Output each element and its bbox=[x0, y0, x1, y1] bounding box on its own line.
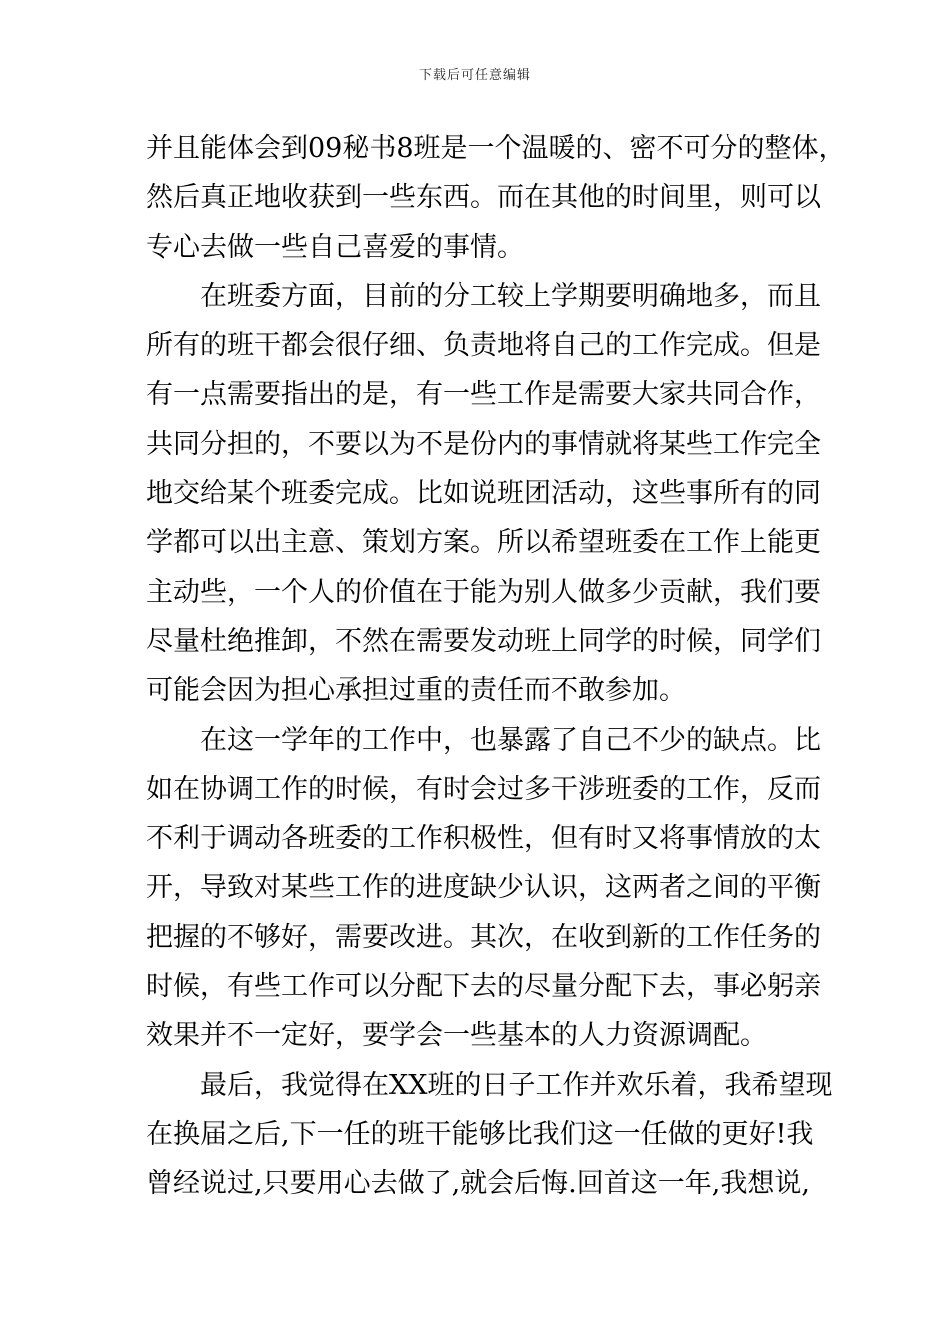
paragraph-line: 共同分担的，不要以为不是份内的事情就将某些工作完全 bbox=[146, 428, 821, 460]
paragraph bbox=[146, 716, 821, 1061]
paragraph-line: 并且能体会到09秘书8班是一个温暖的、密不可分的整体， bbox=[146, 133, 846, 164]
paragraph-line: 如在协调工作的时候，有时会过多干涉班委的工作，反而 bbox=[146, 773, 821, 805]
paragraph-line: 然后真正地收获到一些东西。而在其他的时间里，则可以 bbox=[146, 182, 821, 214]
paragraph-line: 不利于调动各班委的工作积极性，但有时又将事情放的太 bbox=[146, 823, 821, 855]
paragraph-line: 地交给某个班委完成。比如说班团活动，这些事所有的同 bbox=[146, 478, 821, 510]
paragraph-line: 学都可以出主意、策划方案。所以希望班委在工作上能更 bbox=[146, 527, 821, 559]
paragraph-line: 可能会因为担心承担过重的责任而不敢参加。 bbox=[146, 675, 686, 707]
download-note: 下载后可任意编辑 bbox=[418, 68, 531, 83]
paragraph-line: 在这一学年的工作中，也暴露了自己不少的缺点。比 bbox=[200, 724, 821, 756]
paragraph bbox=[146, 272, 821, 716]
paragraph-line: 开，导致对某些工作的进度缺少认识，这两者之间的平衡 bbox=[146, 872, 821, 904]
paragraph-line: 效果并不一定好，要学会一些基本的人力资源调配。 bbox=[146, 1020, 767, 1052]
paragraph-line: 主动些，一个人的价值在于能为别人做多少贡献，我们要 bbox=[146, 576, 821, 608]
paragraph-line: 在换届之后,下一任的班干能够比我们这一任做的更好!我 bbox=[146, 1118, 814, 1150]
paragraph bbox=[146, 1061, 833, 1209]
paragraph-line: 最后，我觉得在XX班的日子工作并欢乐着，我希望现 bbox=[200, 1069, 833, 1101]
paragraph-line: 把握的不够好，需要改进。其次，在收到新的工作任务的 bbox=[146, 921, 821, 953]
paragraph-line: 曾经说过,只要用心去做了,就会后悔.回首这一年,我想说, bbox=[146, 1168, 810, 1200]
paragraph bbox=[146, 124, 846, 272]
paragraph-line: 有一点需要指出的是，有一些工作是需要大家共同合作， bbox=[146, 379, 821, 411]
body-text bbox=[146, 124, 846, 1209]
paragraph-line: 时候，有些工作可以分配下去的尽量分配下去，事必躬亲 bbox=[146, 971, 821, 1003]
paragraph-line: 在班委方面，目前的分工较上学期要明确地多，而且 bbox=[200, 280, 821, 312]
paragraph-line: 尽量杜绝推卸，不然在需要发动班上同学的时候，同学们 bbox=[146, 625, 821, 657]
paragraph-line: 专心去做一些自己喜爱的事情。 bbox=[146, 231, 524, 263]
paragraph-line: 所有的班干都会很仔细、负责地将自己的工作完成。但是 bbox=[146, 330, 821, 362]
